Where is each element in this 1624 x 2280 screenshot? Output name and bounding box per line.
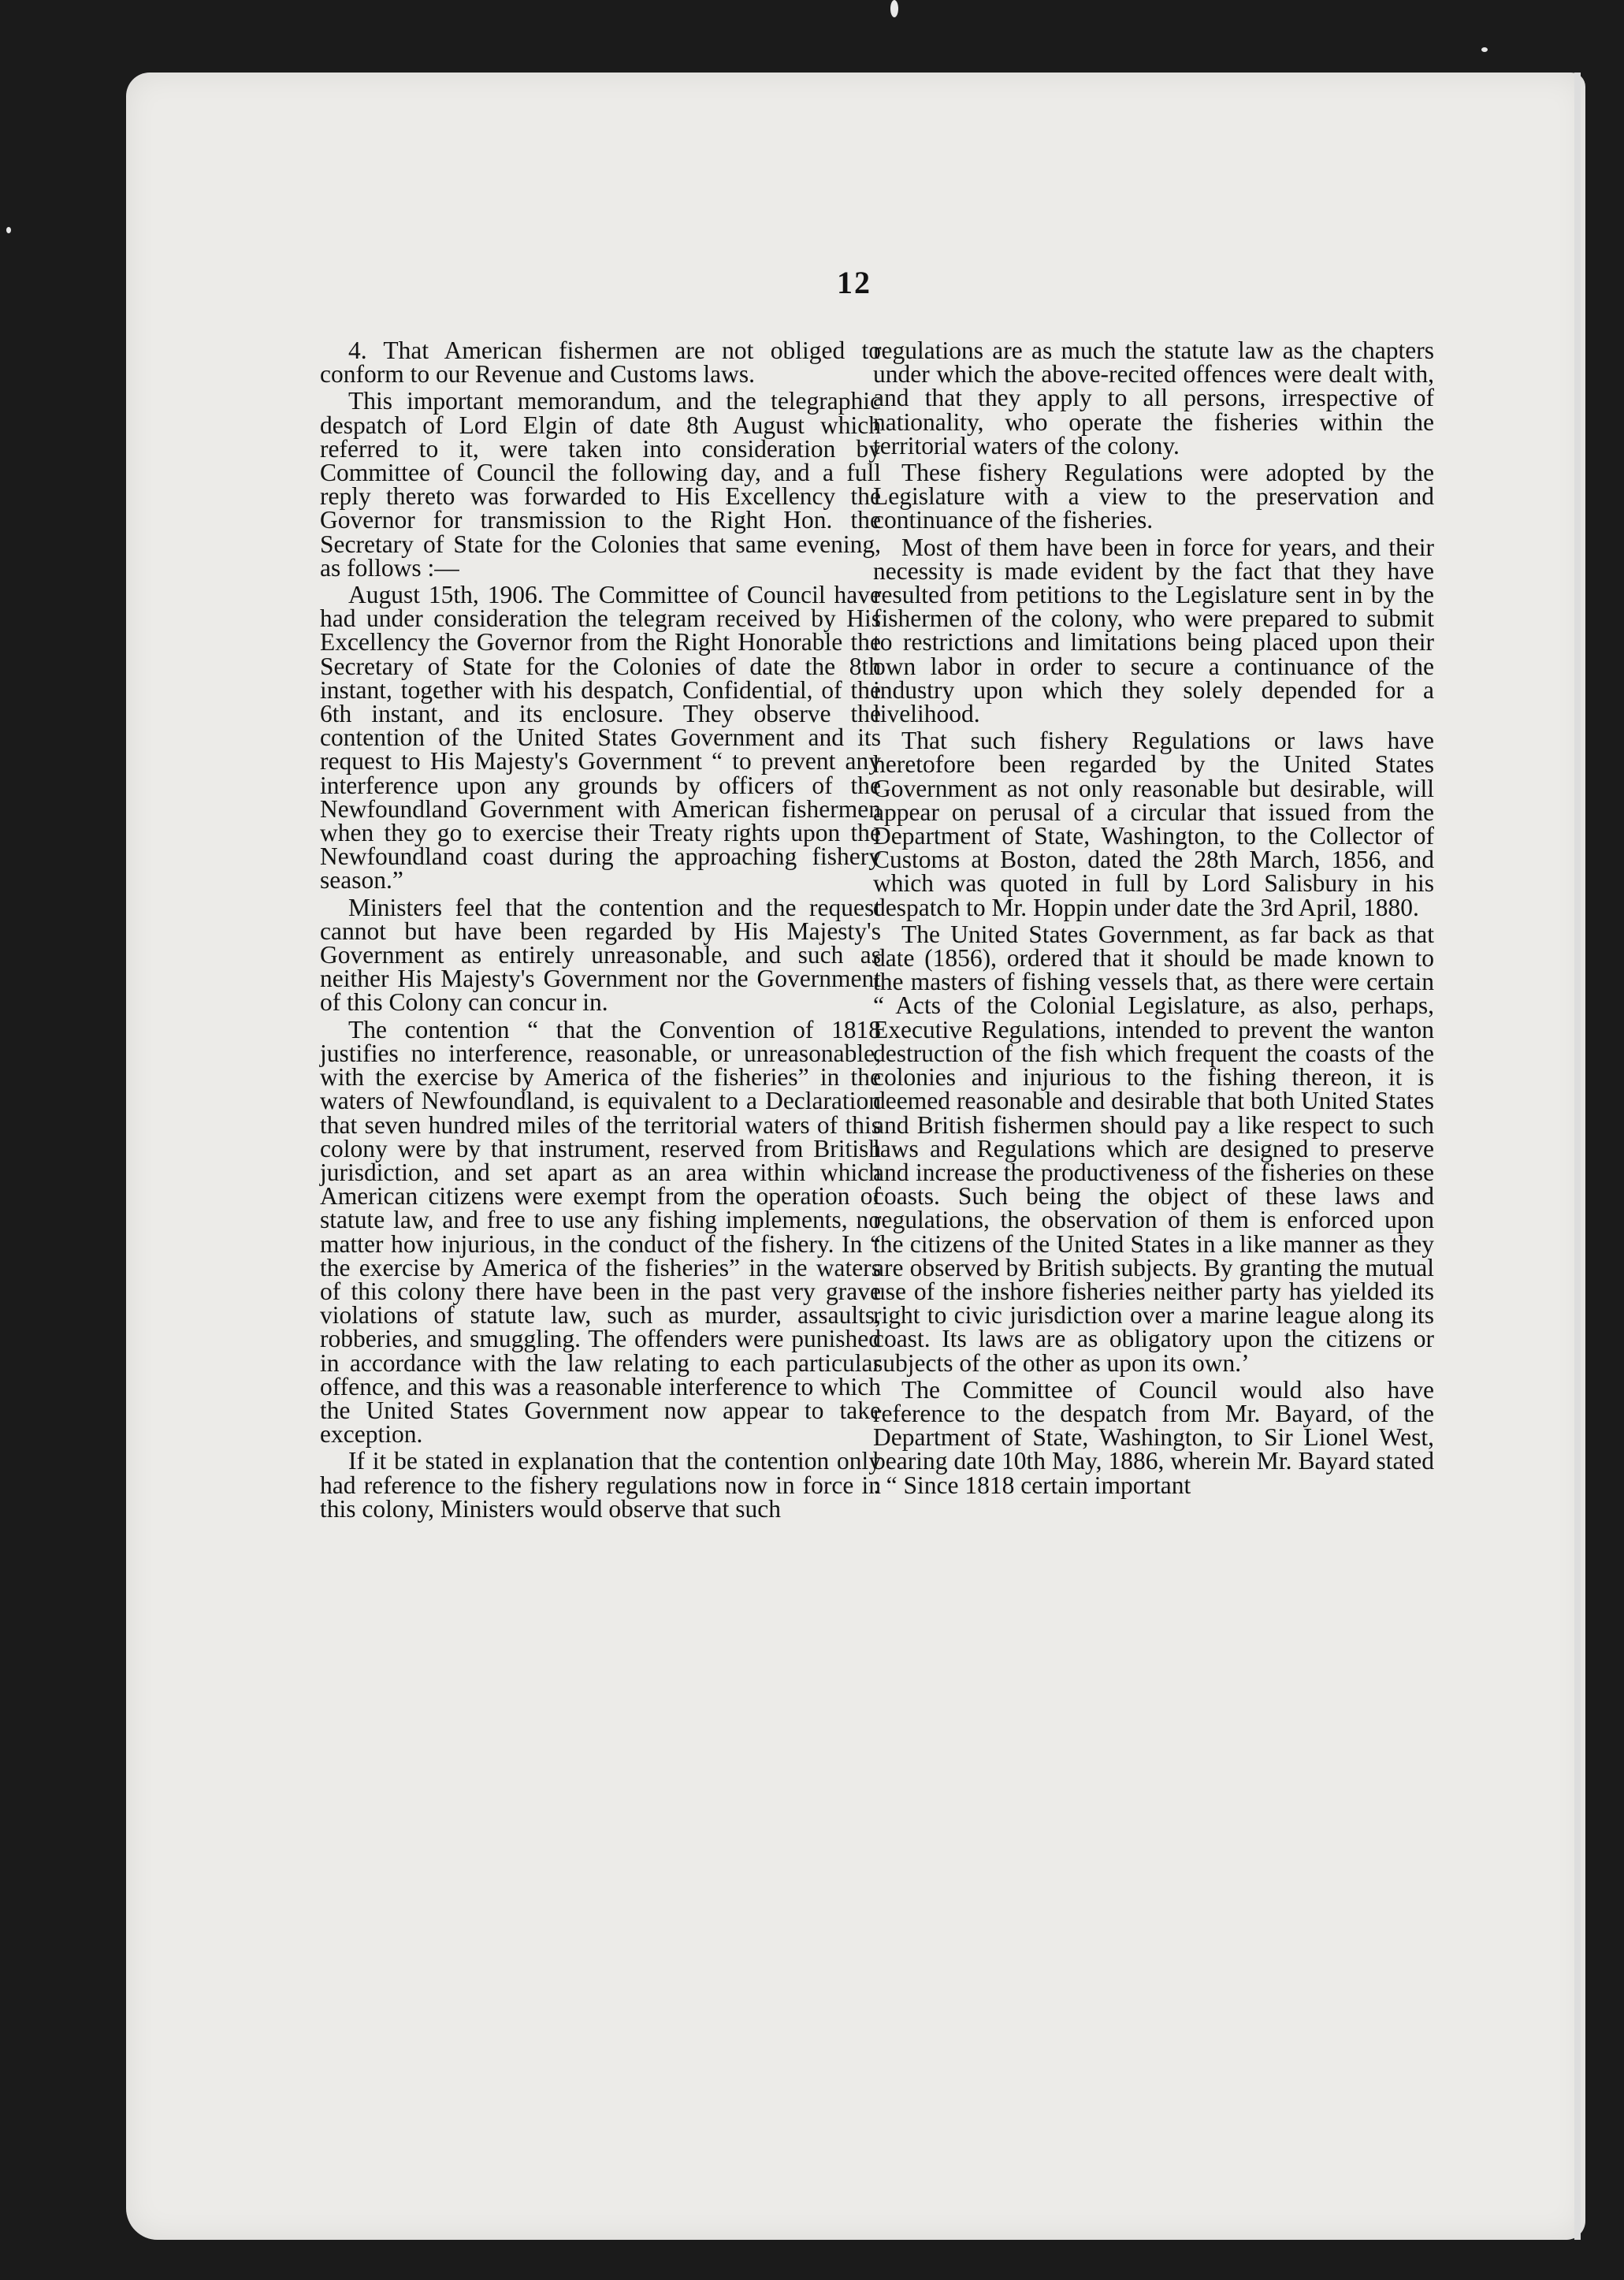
paragraph: Most of them have been in force for years, and their necessity is made evident by the fact that they have resulted from petitions to the Legislature sent in by the fishermen of the colony, who were prepared to submit to restrictions and limitations being placed upon their own labor in order to secure a continuance of the industry upon which they solely depended for a livelihood. <box>873 533 1434 728</box>
page-number: 12 <box>837 265 871 300</box>
scan-speck <box>1481 47 1488 52</box>
paragraph: 4. That American fishermen are not obliged to conform to our Revenue and Customs laws. <box>320 337 881 389</box>
paragraph: These fishery Regulations were adopted by the Legislature with a view to the preservation and continuance of the fisheries. <box>873 459 1434 534</box>
paragraph: This important memorandum, and the telegraphic despatch of Lord Elgin of date 8th August which referred to it, were taken into consideration by Committee of Council the following day, and a full reply thereto was forwarded to His Excellency the Governor for transmission to the Right Hon. the Secretary of State for the Colonies that same evening, as follows :— <box>320 387 881 582</box>
paragraph: regulations are as much the statute law as the chapters under which the above-recited offences were dealt with, and that they apply to all persons, irrespective of nationality, who operate the fisheries within the territorial waters of the colony. <box>873 337 1434 459</box>
paragraph: August 15th, 1906. The Committee of Council have had under consideration the telegram received by His Excellency the Governor from the Right Honorable the Secretary of State for the Colonies of date the 8th instant, together with his despatch, Confidential, of the 6th instant, and its enclosure. They observe the contention of the United States Government and its request to His Majesty's Government “ to prevent any interference upon any grounds by officers of the Newfoundland Government with American fishermen when they go to exercise their Treaty rights upon the Newfoundland coast during the approaching fishery season.” <box>320 581 881 895</box>
scan-speck <box>6 227 11 233</box>
paragraph: The United States Government, as far back as that date (1856), ordered that it should be made known to the masters of fishing vessels that, as there were certain “ Acts of the Colonial Legislature, as also, perhaps, Executive Regulations, intended to prevent the wanton destruction of the fish which frequent the coasts of the colonies and injurious to the fishing thereon, it is deemed reasonable and desirable that both United States and British fishermen should pay a like respect to such laws and Regulations which are designed to preserve and increase the productiveness of the fisheries on these coasts. Such being the object of these laws and regulations, the observation of them is enforced upon the citizens of the United States in a like manner as they are observed by British subjects. By granting the mutual use of the inshore fisheries neither party has yielded its right to civic jurisdiction over a marine league along its coast. Its laws are as obligatory upon the citizens or subjects of the other as upon its own.’ <box>873 920 1434 1377</box>
paragraph: The contention “ that the Convention of 1818 justifies no interference, reasonable, or unreasonable, with the exercise by America of the fisheries” in the waters of Newfoundland, is equivalent to a Declaration that seven hundred miles of the territorial waters of this colony were by that instrument, reserved from British jurisdiction, and set apart as an area within which American citizens were exempt from the operation of statute law, and free to use any fishing implements, no matter how injurious, in the conduct of the fishery. In “ the exercise by America of the fisheries” in the waters of this colony there have been in the past very grave violations of statute law, such as murder, assaults, robberies, and smuggling. The offenders were punished in accordance with the law relating to each particular offence, and this was a reasonable interference to which the United States Government now appear to take exception. <box>320 1015 881 1449</box>
right-column <box>873 339 1434 1497</box>
paragraph: If it be stated in explanation that the contention only had reference to the fishery regulations now in force in this colony, Ministers would observe that such <box>320 1447 881 1523</box>
paragraph: The Committee of Council would also have reference to the despatch from Mr. Bayard, of the Department of State, Washington, to Sir Lionel West, bearing date 10th May, 1886, wherein Mr. Bayard stated : “ Since 1818 certain important <box>873 1375 1434 1499</box>
left-column <box>320 339 881 1521</box>
paragraph: That such fishery Regulations or laws have heretofore been regarded by the United States Government as not only reasonable but desirable, will appear on perusal of a circular that issued from the Department of State, Washington, to the Collector of Customs at Boston, dated the 28th March, 1856, and which was quoted in full by Lord Salisbury in his despatch to Mr. Hoppin under date the 3rd April, 1880. <box>873 727 1434 921</box>
scan-speck <box>890 0 898 17</box>
page-edge <box>1574 73 1581 2240</box>
paragraph: Ministers feel that the contention and the request cannot but have been regarded by His Majesty's Government as entirely unreasonable, and such as neither His Majesty's Government nor the Government of this Colony can concur in. <box>320 893 881 1017</box>
